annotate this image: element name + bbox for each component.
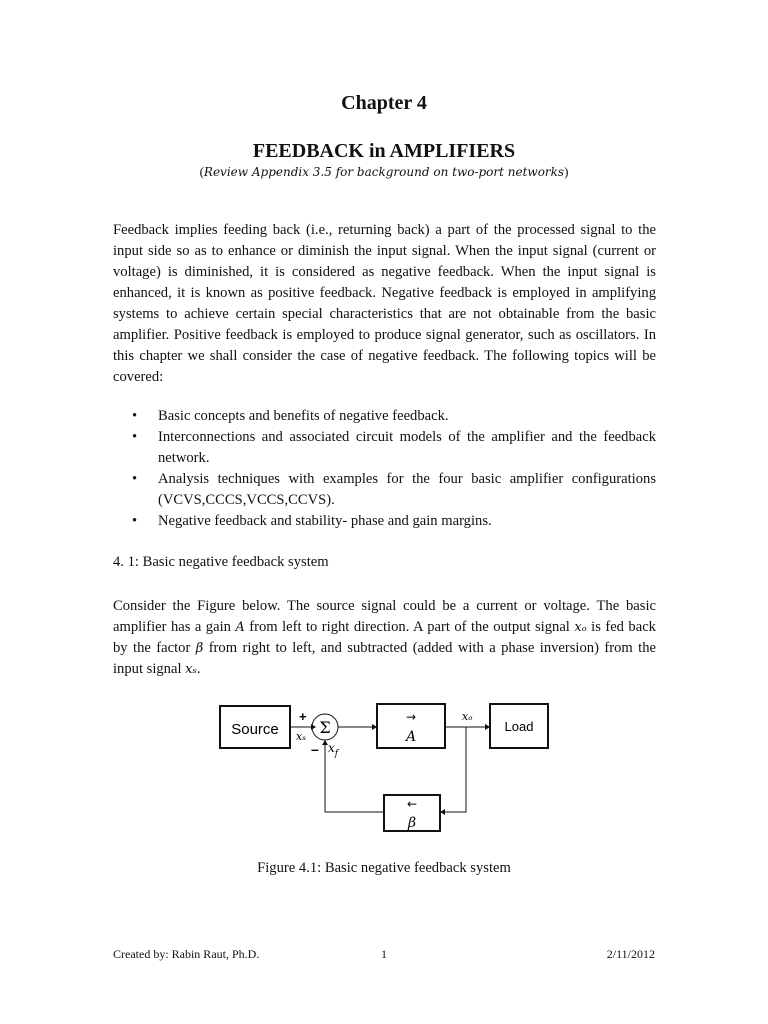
bullet-icon: • xyxy=(132,408,138,424)
bullet-icon: • xyxy=(132,429,138,445)
subtitle-open-paren: ( xyxy=(199,164,204,179)
feedback-label-xf: $x_f$ xyxy=(328,741,339,759)
footer-page-number: 1 xyxy=(381,947,387,961)
chapter-title: FEEDBACK in AMPLIFIERS xyxy=(252,140,516,162)
chapter-label: Chapter 4 xyxy=(341,92,427,114)
body-text: from left to right direction. A part of the output signal xyxy=(244,619,575,635)
sum-symbol: Σ xyxy=(319,718,331,737)
feedback-path-right xyxy=(445,727,466,812)
math-input-signal: xₛ xyxy=(185,662,197,677)
feedback-arrow: ← xyxy=(406,797,418,811)
topic-text: Interconnections and associated circuit models of the amplifier and the feedback network. xyxy=(158,429,656,466)
load-label: Load xyxy=(504,719,534,734)
math-output-signal: xₒ xyxy=(574,620,587,635)
list-item xyxy=(113,406,656,427)
feedback-block-diagram xyxy=(210,700,560,840)
list-item xyxy=(113,469,656,511)
math-beta: β xyxy=(195,641,204,656)
output-label-xo: xₒ xyxy=(462,710,473,723)
intro-paragraph: Feedback implies feeding back (i.e., returning back) a part of the processed signal to the input side so as to enhance or diminish the input signal. When the input signal (current or voltage) is diminished, it is considered as negative feedback. When the input signal is enhanced, it is known as positive feedback. Negative feedback is employed in amplifying systems to achieve certain special characteristics that are not obtainable from the basic amplifier. Positive feedback is employed to produce signal generator, such as oscillators. In this chapter we shall consider the case of negative feedback. The following topics will be covered: xyxy=(113,222,656,385)
amplifier-label: A xyxy=(405,729,417,745)
body-text: Consider the Figure below. The source signal could be a current or voltage. The basic amplifier has a gain xyxy=(113,598,656,635)
input-label-xs: xₛ xyxy=(296,730,306,743)
chapter-subtitle xyxy=(0,164,768,180)
section-heading: 4. 1: Basic negative feedback system xyxy=(113,554,329,570)
figure-caption: Figure 4.1: Basic negative feedback system xyxy=(257,860,511,876)
plus-sign: + xyxy=(299,709,307,724)
source-label: Source xyxy=(231,721,279,738)
body-text: from right to left, and subtracted (added with a phase inversion) from the input signal xyxy=(113,640,656,677)
body-paragraph xyxy=(113,596,656,680)
footer-author: Created by: Rabin Raut, Ph.D. xyxy=(113,947,260,961)
topic-text: Negative feedback and stability- phase and gain margins. xyxy=(158,513,492,529)
topic-text: Analysis techniques with examples for the four basic amplifier configurations (VCVS,CCCS,VCCS,CCVS). xyxy=(158,471,656,508)
topics-list xyxy=(113,406,656,532)
topic-text: Basic concepts and benefits of negative feedback. xyxy=(158,408,449,424)
subtitle-close-paren: ) xyxy=(564,164,569,179)
bullet-icon: • xyxy=(132,471,138,487)
minus-sign: – xyxy=(311,741,319,757)
amplifier-arrow: → xyxy=(405,710,417,724)
math-gain-A: A xyxy=(235,620,245,635)
subtitle-text: Review Appendix 3.5 for background on two-port networks xyxy=(203,165,565,179)
footer-date: 2/11/2012 xyxy=(606,947,655,961)
feedback-label: β xyxy=(407,815,417,831)
bullet-icon: • xyxy=(132,513,138,529)
body-text: . xyxy=(196,661,201,677)
list-item xyxy=(113,511,656,532)
body-text: is fed back by the factor xyxy=(113,619,656,656)
list-item xyxy=(113,427,656,469)
